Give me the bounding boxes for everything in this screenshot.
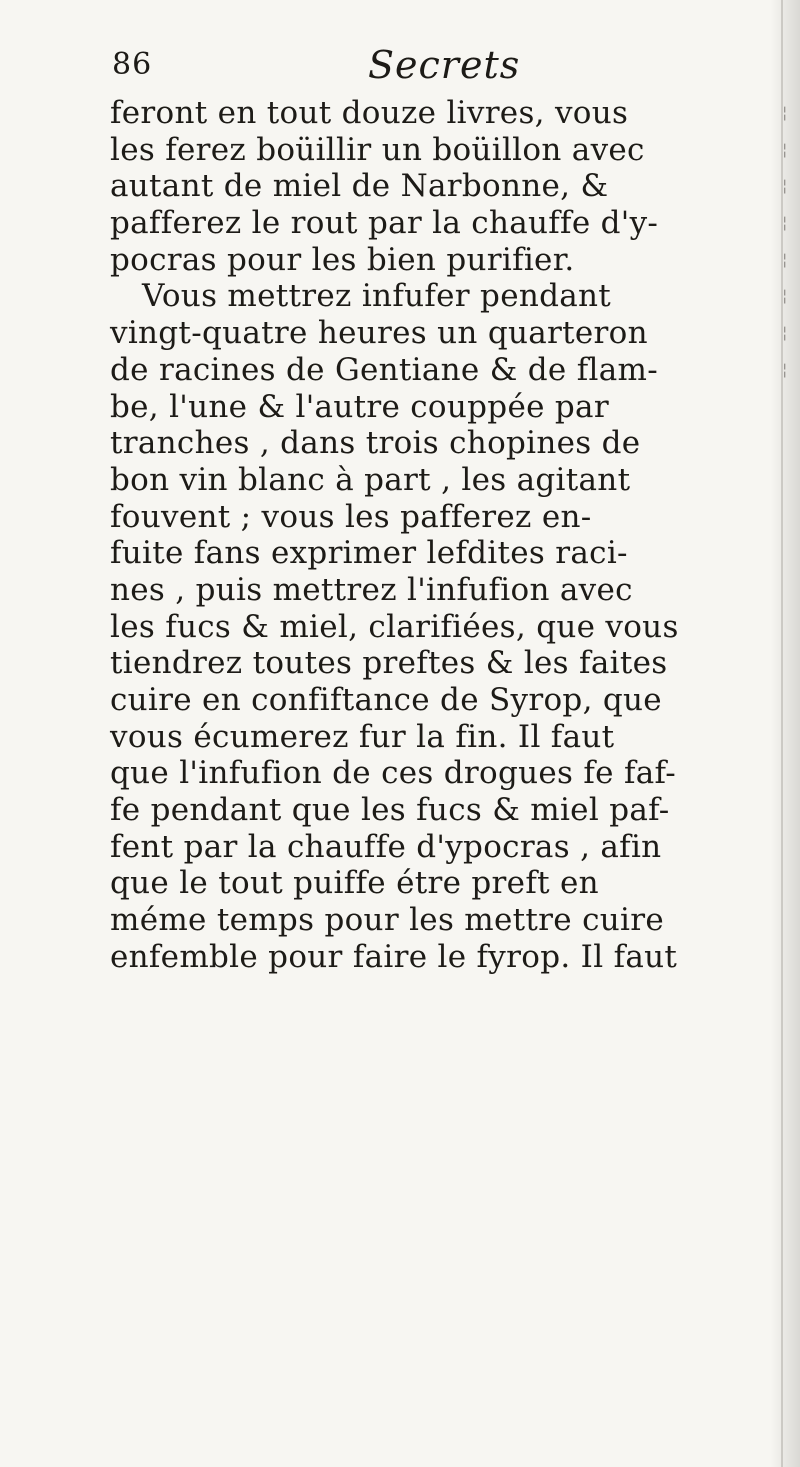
bleed-mark: ¦ (782, 176, 788, 196)
text-line: tranches , dans trois chopines de (110, 425, 641, 462)
text-line: méme temps pour les mettre cuire (110, 902, 664, 939)
text-line: pafferez le rout par la chauffe d'y- (110, 205, 659, 242)
text-line: bon vin blanc à part , les agitant (110, 461, 631, 498)
text-line: de racines de Gentiane & de flam- (110, 351, 658, 388)
bleed-mark: ¦ (782, 286, 788, 306)
text-line: les fucs & miel, clarifiées, que vous (110, 608, 679, 645)
text-line: que le tout puiffe étre preft en (110, 865, 599, 902)
text-line: nes , puis mettrez l'infufion avec (110, 571, 633, 608)
bleed-mark: ¦ (782, 103, 788, 122)
text-line: que l'infufion de ces drogues fe faf- (110, 755, 676, 792)
body-text (110, 95, 770, 976)
text-line: vous écumerez fur la fin. Il faut (110, 718, 615, 755)
facing-page-bleed (782, 95, 800, 975)
text-line: tiendrez toutes preftes & les faites (110, 645, 668, 682)
text-line: cuire en confiftance de Syrop, que (110, 682, 662, 718)
text-line: vingt-quatre heures un quarteron (110, 315, 648, 352)
text-line: pocras pour les bien purifier. (110, 241, 575, 278)
text-line: enfemble pour faire le fyrop. Il faut (110, 938, 678, 975)
bleed-mark: ¦ (782, 249, 788, 269)
bleed-mark: ¦ (782, 139, 788, 159)
bleed-mark: ¦ (782, 323, 788, 343)
text-line: fouvent ; vous les pafferez en- (110, 498, 592, 535)
text-line: les ferez boüillir un boüillon avec (110, 131, 645, 168)
running-title: Secrets (368, 43, 521, 87)
text-line: fe pendant que les fucs & miel paf- (110, 792, 670, 829)
text-line: fuite fans exprimer lefdites raci- (110, 535, 628, 572)
text-line: be, l'une & l'autre couppée par (110, 388, 609, 425)
text-line: fent par la chauffe d'ypocras , afin (110, 828, 662, 865)
bleed-mark: ¦ (782, 213, 788, 233)
text-line: feront en tout douze livres, vous (110, 95, 629, 131)
page-header (112, 40, 732, 90)
bleed-mark: ¦ (782, 359, 788, 379)
page-number: 86 (112, 47, 153, 82)
text-line: autant de miel de Narbonne, & (110, 168, 609, 205)
paragraph-start-line: Vous mettrez infufer pendant (142, 278, 612, 315)
